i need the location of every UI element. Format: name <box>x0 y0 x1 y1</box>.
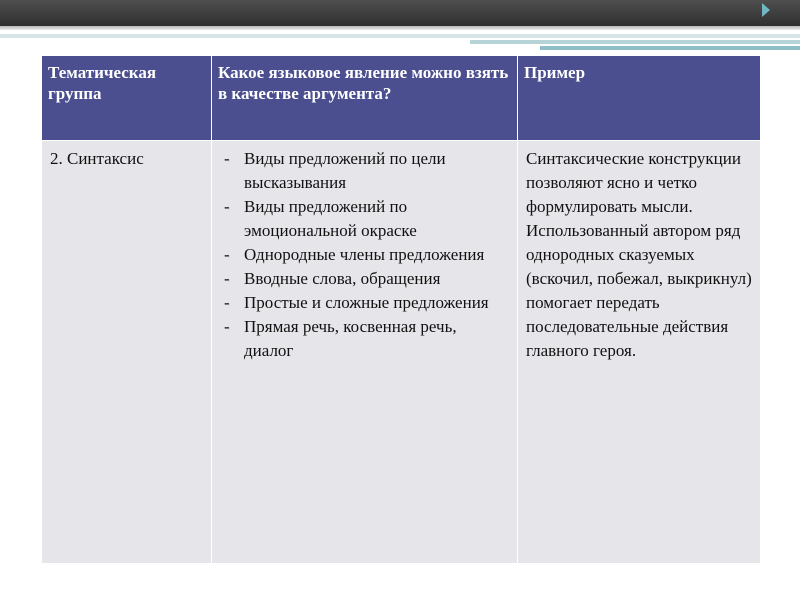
top-bar-shadow <box>0 26 800 30</box>
dash-bullet: - <box>224 197 230 216</box>
list-item <box>220 243 509 267</box>
decor-stripe <box>0 34 800 38</box>
example-cell: Синтаксические конструкции позволяют ясно и четко формулировать мысли. Использованный автором ряд однородных сказуемых (вскочил, побежал, выкрикнул) помогает передать последовательные действия главного героя. <box>518 141 761 564</box>
top-bar <box>0 0 800 26</box>
table-row <box>42 141 761 564</box>
list-item-text: Виды предложений по эмоциональной окраске <box>244 197 417 240</box>
syntax-table <box>41 55 761 564</box>
list-item-text: Вводные слова, обращения <box>244 269 441 288</box>
list-item-text: Однородные члены предложения <box>244 245 485 264</box>
list-item-text: Виды предложений по цели высказывания <box>244 149 446 192</box>
dash-bullet: - <box>224 293 230 312</box>
list-item <box>220 195 509 243</box>
list-item <box>220 291 509 315</box>
dash-bullet: - <box>224 149 230 168</box>
list-item <box>220 267 509 291</box>
dash-bullet: - <box>224 269 230 288</box>
dash-bullet: - <box>224 317 230 336</box>
phenomena-cell <box>212 141 518 564</box>
group-cell: 2. Синтаксис <box>42 141 212 564</box>
header-cell-example: Пример <box>518 56 761 141</box>
list-item-text: Прямая речь, косвенная речь, диалог <box>244 317 457 360</box>
decor-stripe <box>470 40 800 44</box>
dash-bullet: - <box>224 245 230 264</box>
header-row <box>42 56 761 141</box>
list-item <box>220 147 509 195</box>
list-item <box>220 315 509 363</box>
header-cell-phenomenon: Какое языковое явление можно взять в качестве аргумента? <box>212 56 518 141</box>
triangle-arrow-icon <box>762 3 770 17</box>
header-cell-group: Тематическая группа <box>42 56 212 141</box>
decor-stripe <box>540 46 800 50</box>
list-item-text: Простые и сложные предложения <box>244 293 489 312</box>
phenomena-list <box>220 147 509 363</box>
